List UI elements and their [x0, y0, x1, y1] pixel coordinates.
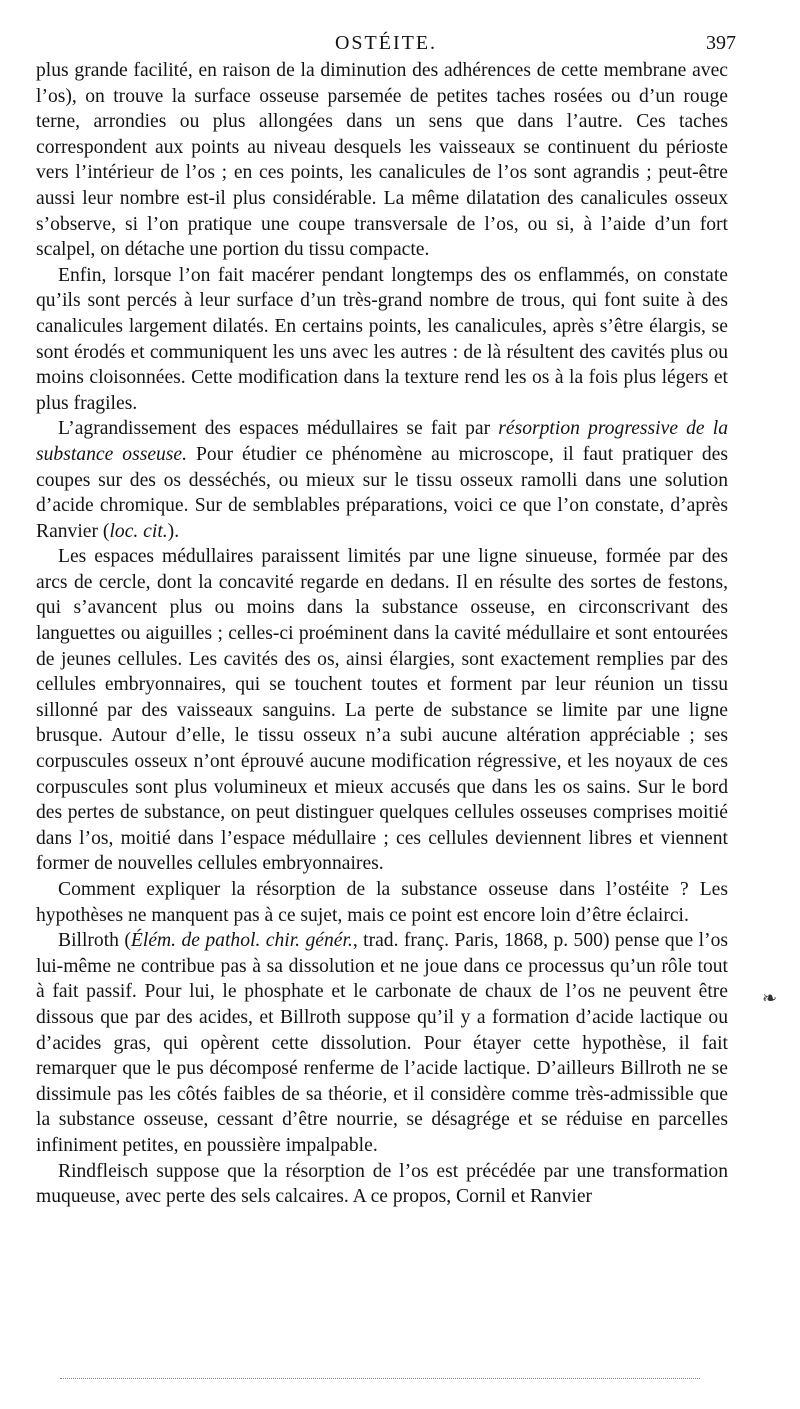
italic-text-segment: résorption progressive de la substance osseuse. — [36, 418, 728, 465]
text-segment: Comment expliquer la résorption de la substance osseuse dans l’ostéite ? Les hypothèses ne manquent pas à ce sujet, mais ce point est encore loin d’être éclairci. — [36, 879, 728, 926]
text-segment: Pour étudier ce phénomène au microscope, il faut pratiquer des coupes sur des os desséchés, ou mieux sur le tissu osseux ramolli dans une solution d’acide chromique. Sur de semblables préparations, voici ce que l’on constate, d’après Ranvier ( — [36, 443, 728, 542]
text-segment: Enfin, lorsque l’on fait macérer pendant longtemps des os enflammés, on constate qu’ils sont percés à leur surface d’un très-grand nombre de trous, qui font suite à des canalicules largement dilatés. En certains points, les canalicules, après s’être élargis, se sont érodés et communiquent les uns avec les autres : de là résultent des cavités plus ou moins cloisonnées. Cette modification dans la texture rend les os à la fois plus légers et plus fragiles. — [36, 264, 728, 414]
italic-text-segment: Élém. de pathol. chir. génér. — [130, 930, 353, 952]
running-head — [36, 30, 736, 56]
italic-text-segment: loc. cit. — [109, 520, 168, 542]
paragraph — [36, 544, 728, 877]
margin-ornament-mark: ❧ — [762, 988, 778, 1008]
text-segment: plus grande facilité, en raison de la diminution des adhérences de cette membrane avec l’os), on trouve la surface osseuse parsemée de petites taches rosées ou d’un rouge terne, arrondies ou plus allongées dans un sens que dans l’autre. Ces taches correspondent aux points au niveau desquels les vaisseaux se continuent du périoste vers l’intérieur de l’os ; en ces points, les canalicules de l’os sont agrandis ; peut-être aussi leur nombre est-il plus considérable. La même dilatation des canalicules osseux s’observe, si l’on pratique une coupe transversale de l’os, ou si, à l’aide d’un fort scalpel, on détache une portion du tissu compacte. — [36, 60, 728, 261]
body-text — [36, 58, 728, 1210]
paragraph — [36, 877, 728, 928]
paragraph — [36, 58, 728, 263]
bottom-dotted-rule — [60, 1378, 700, 1379]
text-segment: Billroth ( — [58, 930, 131, 952]
text-segment: ). — [167, 520, 180, 542]
running-title: OSTÉITE. — [334, 32, 438, 54]
text-segment: Les espaces médullaires paraissent limités par une ligne sinueuse, formée par des arcs de cercle, dont la concavité regarde en dedans. Il en résulte des sortes de festons, qui s’avancent plus ou moins dans la substance osseuse, en circonscrivant des languettes ou aiguilles ; celles-ci proéminent dans la cavité médullaire et sont entourées de jeunes cellules. Les cavités des os, ainsi élargies, sont exactement remplies par des cellules embryonnaires, qui se touchent toutes et forment par leur réunion un tissu sillonné par des vaisseaux sanguins. La perte de substance se limite par une ligne brusque. Autour d’elle, le tissu osseux n’a subi aucune altération appréciable ; ses corpuscules osseux n’ont éprouvé aucune modification régressive, et les noyaux de ces corpuscules sont plus volumineux et mieux accusés que dans les os sains. Sur le bord des pertes de substance, on peut distinguer quelques cellules osseuses comprises moitié dans l’os, moitié dans l’espace médullaire ; ces cellules deviennent libres et viennent former de nouvelles cellules embryonnaires. — [36, 546, 728, 875]
paragraph — [36, 928, 728, 1158]
text-segment: L’agrandissement des espaces médullaires se fait par — [58, 418, 499, 440]
paragraph — [36, 263, 728, 417]
paragraph — [36, 1159, 728, 1210]
paragraph — [36, 416, 728, 544]
page-number: 397 — [706, 32, 736, 54]
text-segment: Rindfleisch suppose que la résorption de l’os est précédée par une transformation muqueuse, avec perte des sels calcaires. A ce propos, Cornil et Ranvier — [36, 1160, 728, 1208]
text-segment: , trad. franç. Paris, 1868, p. 500) pense que l’os lui-même ne contribue pas à sa dissolution et ne joue dans ce processus qu’un rôle tout à fait passif. Pour lui, le phosphate et le carbonate de chaux de l’os ne peuvent être dissous que par des acides, et Billroth suppose qu’il y a formation d’acide lactique ou d’acides gras, qui opèrent cette dissolution. Pour étayer cette hypothèse, il fait remarquer que le pus décomposé renferme de l’acide lactique. D’ailleurs Billroth ne se dissimule pas les côtés faibles de sa théorie, et il considère comme très-admissible que la substance osseuse, cessant d’être nourrie, se désagrége et se réduise en parcelles infiniment petites, en poussière impalpable. — [36, 930, 728, 1156]
